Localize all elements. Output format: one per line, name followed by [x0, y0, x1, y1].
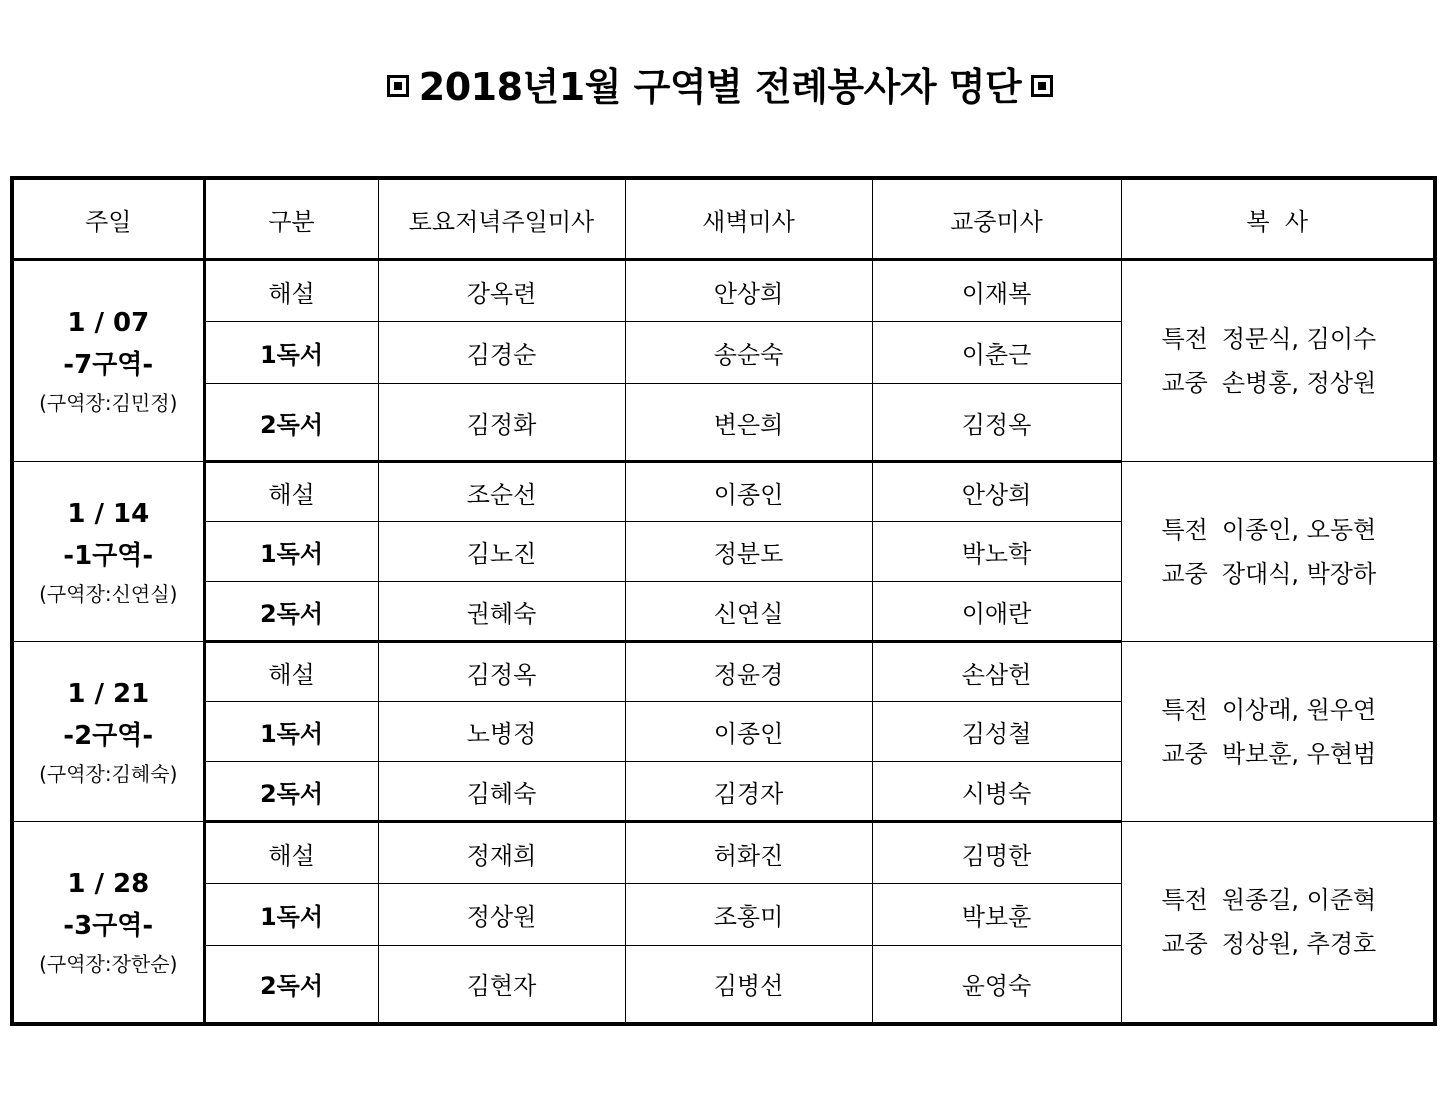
role-cell: 해설 — [204, 642, 378, 702]
role-cell: 2독서 — [204, 946, 378, 1024]
week-cell — [12, 822, 204, 1024]
dawn-mass-cell: 조홍미 — [625, 884, 872, 946]
dawn-mass-cell: 정윤경 — [625, 642, 872, 702]
server-mass-tag: 특전 — [1161, 515, 1208, 544]
server-names: 이상래, 원우연 — [1221, 695, 1377, 724]
dawn-mass-cell: 이종인 — [625, 702, 872, 762]
server-line — [1162, 508, 1434, 552]
role-cell: 2독서 — [204, 762, 378, 822]
header-servers: 복 사 — [1121, 178, 1435, 260]
role-cell: 해설 — [204, 260, 378, 322]
week-zone: -1구역- — [63, 540, 154, 571]
parish-mass-cell: 윤영숙 — [872, 946, 1121, 1024]
server-names: 장대식, 박장하 — [1221, 559, 1377, 588]
parish-mass-cell: 박보훈 — [872, 884, 1121, 946]
square-in-square-icon — [387, 75, 409, 97]
servers-cell — [1121, 642, 1435, 822]
server-names: 정상원, 추경호 — [1221, 929, 1377, 958]
week-date: 1 / 14 — [67, 498, 150, 529]
dawn-mass-cell: 허화진 — [625, 822, 872, 884]
saturday-mass-cell: 김현자 — [378, 946, 625, 1024]
week-cell — [12, 462, 204, 642]
parish-mass-cell: 이춘근 — [872, 322, 1121, 384]
server-names: 박보훈, 우현범 — [1221, 739, 1377, 768]
week-date: 1 / 21 — [67, 678, 150, 709]
page-title — [0, 56, 1440, 111]
dawn-mass-cell: 이종인 — [625, 462, 872, 522]
servers-cell — [1121, 260, 1435, 462]
dawn-mass-cell: 신연실 — [625, 582, 872, 642]
server-line — [1162, 552, 1434, 596]
dawn-mass-cell: 김병선 — [625, 946, 872, 1024]
week-date: 1 / 28 — [67, 868, 150, 899]
dawn-mass-cell: 안상희 — [625, 260, 872, 322]
server-names: 정문식, 김이수 — [1221, 325, 1377, 353]
role-cell: 1독서 — [204, 522, 378, 582]
table-row — [12, 822, 1435, 884]
server-names: 이종인, 오동현 — [1221, 515, 1377, 544]
header-role: 구분 — [204, 178, 378, 260]
parish-mass-cell: 안상희 — [872, 462, 1121, 522]
server-mass-tag: 특전 — [1161, 325, 1208, 353]
header-week: 주일 — [12, 178, 204, 260]
week-zone: -2구역- — [63, 720, 154, 751]
server-mass-tag: 교중 — [1161, 739, 1208, 768]
square-in-square-icon — [1031, 75, 1053, 97]
parish-mass-cell: 박노학 — [872, 522, 1121, 582]
server-line — [1162, 688, 1434, 732]
saturday-mass-cell: 정재희 — [378, 822, 625, 884]
saturday-mass-cell: 김정화 — [378, 384, 625, 462]
servers-cell — [1121, 462, 1435, 642]
server-line — [1162, 361, 1434, 405]
roster-table — [10, 176, 1437, 1026]
parish-mass-cell: 시병숙 — [872, 762, 1121, 822]
role-cell: 1독서 — [204, 884, 378, 946]
zone-leader: (구역장:장한순) — [39, 951, 178, 976]
server-line — [1162, 922, 1434, 966]
server-mass-tag: 특전 — [1161, 695, 1208, 724]
server-mass-tag: 특전 — [1161, 885, 1208, 914]
saturday-mass-cell: 김경순 — [378, 322, 625, 384]
table-row — [12, 642, 1435, 702]
roster-body — [12, 260, 1435, 1024]
saturday-mass-cell: 김노진 — [378, 522, 625, 582]
parish-mass-cell: 김명한 — [872, 822, 1121, 884]
role-cell: 해설 — [204, 822, 378, 884]
dawn-mass-cell: 변은희 — [625, 384, 872, 462]
parish-mass-cell: 이애란 — [872, 582, 1121, 642]
saturday-mass-cell: 김정옥 — [378, 642, 625, 702]
parish-mass-cell: 손삼헌 — [872, 642, 1121, 702]
role-cell: 1독서 — [204, 702, 378, 762]
servers-cell — [1121, 822, 1435, 1024]
server-names: 원종길, 이준혁 — [1221, 885, 1377, 914]
role-cell: 해설 — [204, 462, 378, 522]
server-line — [1162, 317, 1434, 361]
zone-leader: (구역장:김혜숙) — [39, 761, 178, 786]
week-zone: -7구역- — [63, 350, 154, 380]
header-row — [12, 178, 1435, 260]
zone-leader: (구역장:김민정) — [39, 391, 178, 415]
table-row — [12, 462, 1435, 522]
server-mass-tag: 교중 — [1161, 369, 1208, 397]
saturday-mass-cell: 강옥련 — [378, 260, 625, 322]
saturday-mass-cell: 권혜숙 — [378, 582, 625, 642]
dawn-mass-cell: 김경자 — [625, 762, 872, 822]
week-cell — [12, 260, 204, 462]
dawn-mass-cell: 정분도 — [625, 522, 872, 582]
role-cell: 2독서 — [204, 582, 378, 642]
server-mass-tag: 교중 — [1161, 929, 1208, 958]
server-line — [1162, 732, 1434, 776]
header-saturday-mass: 토요저녁주일미사 — [378, 178, 625, 260]
header-dawn-mass: 새벽미사 — [625, 178, 872, 260]
server-line — [1162, 878, 1434, 922]
week-zone: -3구역- — [63, 910, 154, 941]
saturday-mass-cell: 노병정 — [378, 702, 625, 762]
title-text: 2018년1월 구역별 전례봉사자 명단 — [418, 65, 1022, 109]
role-cell: 2독서 — [204, 384, 378, 462]
table-row — [12, 260, 1435, 322]
server-names: 손병홍, 정상원 — [1221, 369, 1377, 397]
zone-leader: (구역장:신연실) — [39, 581, 178, 606]
parish-mass-cell: 이재복 — [872, 260, 1121, 322]
saturday-mass-cell: 정상원 — [378, 884, 625, 946]
server-mass-tag: 교중 — [1161, 559, 1208, 588]
role-cell: 1독서 — [204, 322, 378, 384]
parish-mass-cell: 김정옥 — [872, 384, 1121, 462]
parish-mass-cell: 김성철 — [872, 702, 1121, 762]
week-date: 1 / 07 — [67, 308, 150, 338]
dawn-mass-cell: 송순숙 — [625, 322, 872, 384]
saturday-mass-cell: 김혜숙 — [378, 762, 625, 822]
header-parish-mass: 교중미사 — [872, 178, 1121, 260]
week-cell — [12, 642, 204, 822]
saturday-mass-cell: 조순선 — [378, 462, 625, 522]
